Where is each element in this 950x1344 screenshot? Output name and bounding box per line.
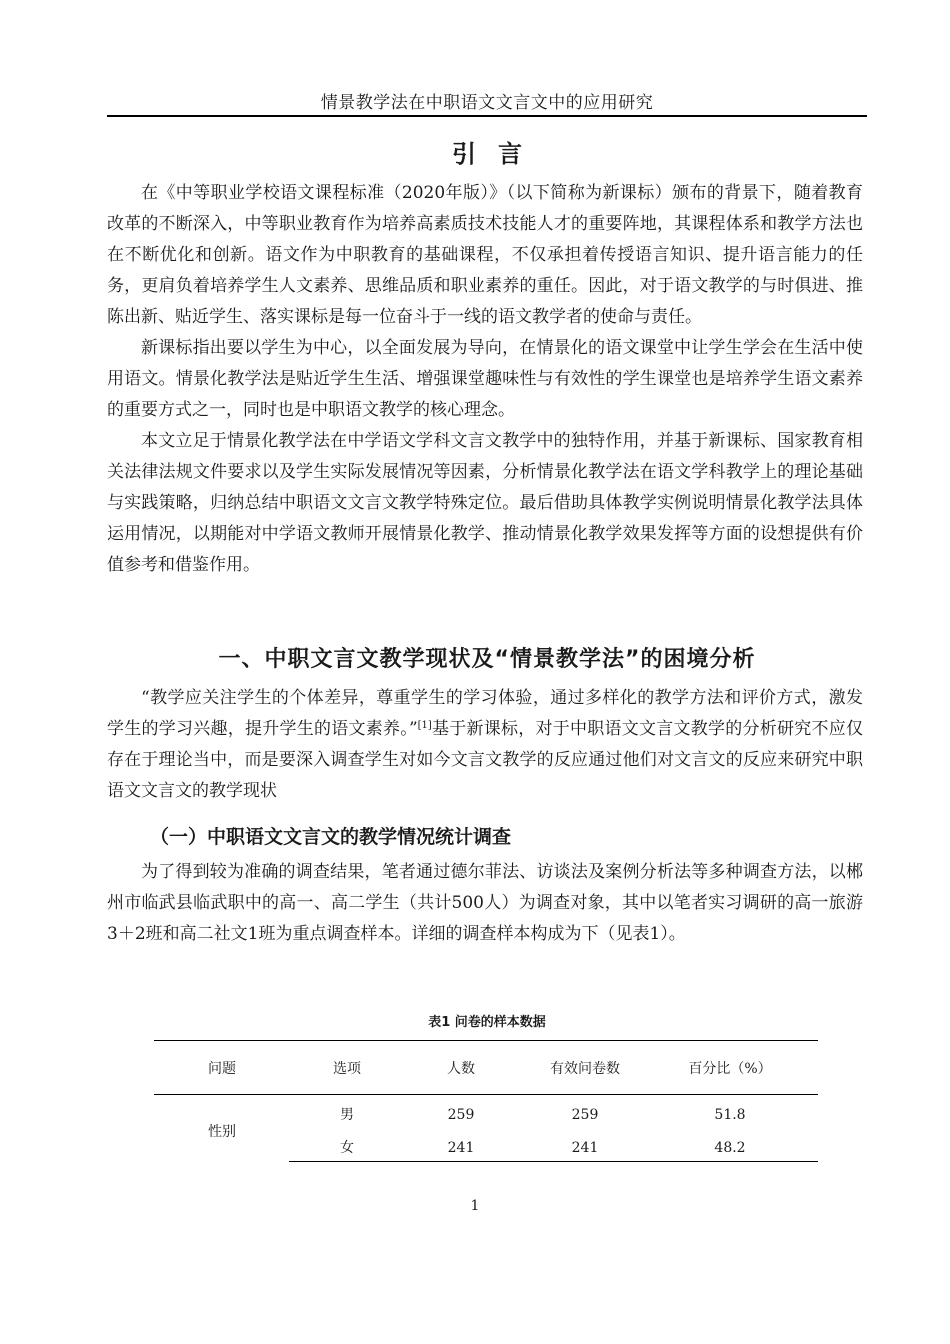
table-header-cell: 有效问卷数 <box>550 1061 620 1077</box>
table-cell-count: 259 <box>447 1107 475 1123</box>
header-rule <box>107 115 867 117</box>
chapter-text: 基于新课标，对于中职语文文言文教学的分析研究不应仅存在于理论当中，而是要深入调查学生对如今文言文教学的反应通过他们对文言文的反应来研究中职语文文言文的教学现状 <box>107 719 863 801</box>
reference-mark: [1] <box>417 720 432 731</box>
table-header-cell: 百分比（%） <box>688 1061 772 1077</box>
intro-body <box>107 178 863 581</box>
table-cell-percent: 48.2 <box>714 1140 746 1156</box>
intro-paragraph: 在《中等职业学校语文课程标准（2020年版）》（以下简称为新课标）颁布的背景下，随着教育改革的不断深入，中等职业教育作为培养高素质技术技能人才的重要阵地，其课程体系和教学方法也在不断优化和创新。语文作为中职教育的基础课程，不仅承担着传授语言知识、提升语言能力的任务，更肩负着培养学生人文素养、思维品质和职业素养的重任。因此，对于语文教学的与时俱进、推陈出新、贴近学生、落实课标是每一位奋斗于一线的语文教学者的使命与责任。 <box>107 183 863 327</box>
chapter-heading: 一、中职文言文教学现状及“情景教学法”的困境分析 <box>218 647 756 672</box>
intro-paragraph: 新课标指出要以学生为中心，以全面发展为导向，在情景化的语文课堂中让学生学会在生活中使用语文。情景化教学法是贴近学生生活、增强课堂趣味性与有效性的学生课堂也是培养学生语文素养的重要方式之一，同时也是中职语文教学的核心理念。 <box>107 338 863 420</box>
table-top-rule <box>154 1040 818 1041</box>
table-cell-valid: 241 <box>571 1140 599 1156</box>
section-heading: （一）中职语文文言文的教学情况统计调查 <box>150 826 512 848</box>
chapter-paragraph <box>107 683 863 807</box>
running-header: 情景教学法在中职语文文言文中的应用研究 <box>320 93 654 113</box>
section-paragraph: 为了得到较为准确的调查结果，笔者通过德尔菲法、访谈法及案例分析法等多种调查方法，以郴州市临武县临武职中的高一、高二学生（共计500人）为调查对象，其中以笔者实习调研的高一旅游3＋2班和高二社文1班为重点调查样本。详细的调查样本构成为下（见表1）。 <box>107 862 863 944</box>
quoted-text: “教学应关注学生的个体差异，尊重学生的学习体验，通过多样化的教学方法和评价方式，激发学生的学习兴趣，提升学生的语文素养。” <box>107 688 863 739</box>
table-caption: 表1 问卷的样本数据 <box>428 1015 546 1030</box>
table-group-label: 性别 <box>208 1124 236 1140</box>
table-cell-option: 女 <box>340 1140 354 1156</box>
chapter-body <box>107 683 863 807</box>
page-number: 1 <box>470 1198 480 1214</box>
table-cell-count: 241 <box>447 1140 475 1156</box>
table-header-cell: 人数 <box>447 1061 475 1077</box>
table-cell-option: 男 <box>340 1107 354 1123</box>
table-header-cell: 问题 <box>208 1061 236 1077</box>
intro-paragraph: 本文立足于情景化教学法在中学语文学科文言文教学中的独特作用，并基于新课标、国家教育相关法律法规文件要求以及学生实际发展情况等因素，分析情景化教学法在语文学科教学上的理论基础与实践策略，归纳总结中职语文文言文教学特殊定位。最后借助具体教学实例说明情景化教学法具体运用情况，以期能对中学语文教师开展情景化教学、推动情景化教学效果发挥等方面的设想提供有价值参考和借鉴作用。 <box>107 431 863 575</box>
table-cell-valid: 259 <box>571 1107 599 1123</box>
table-header-cell: 选项 <box>333 1061 361 1077</box>
table-bottom-rule <box>289 1161 818 1162</box>
intro-title: 引言 <box>452 140 544 168</box>
table-header-rule <box>154 1094 818 1095</box>
table-cell-percent: 51.8 <box>714 1107 746 1123</box>
section-body <box>107 857 863 950</box>
